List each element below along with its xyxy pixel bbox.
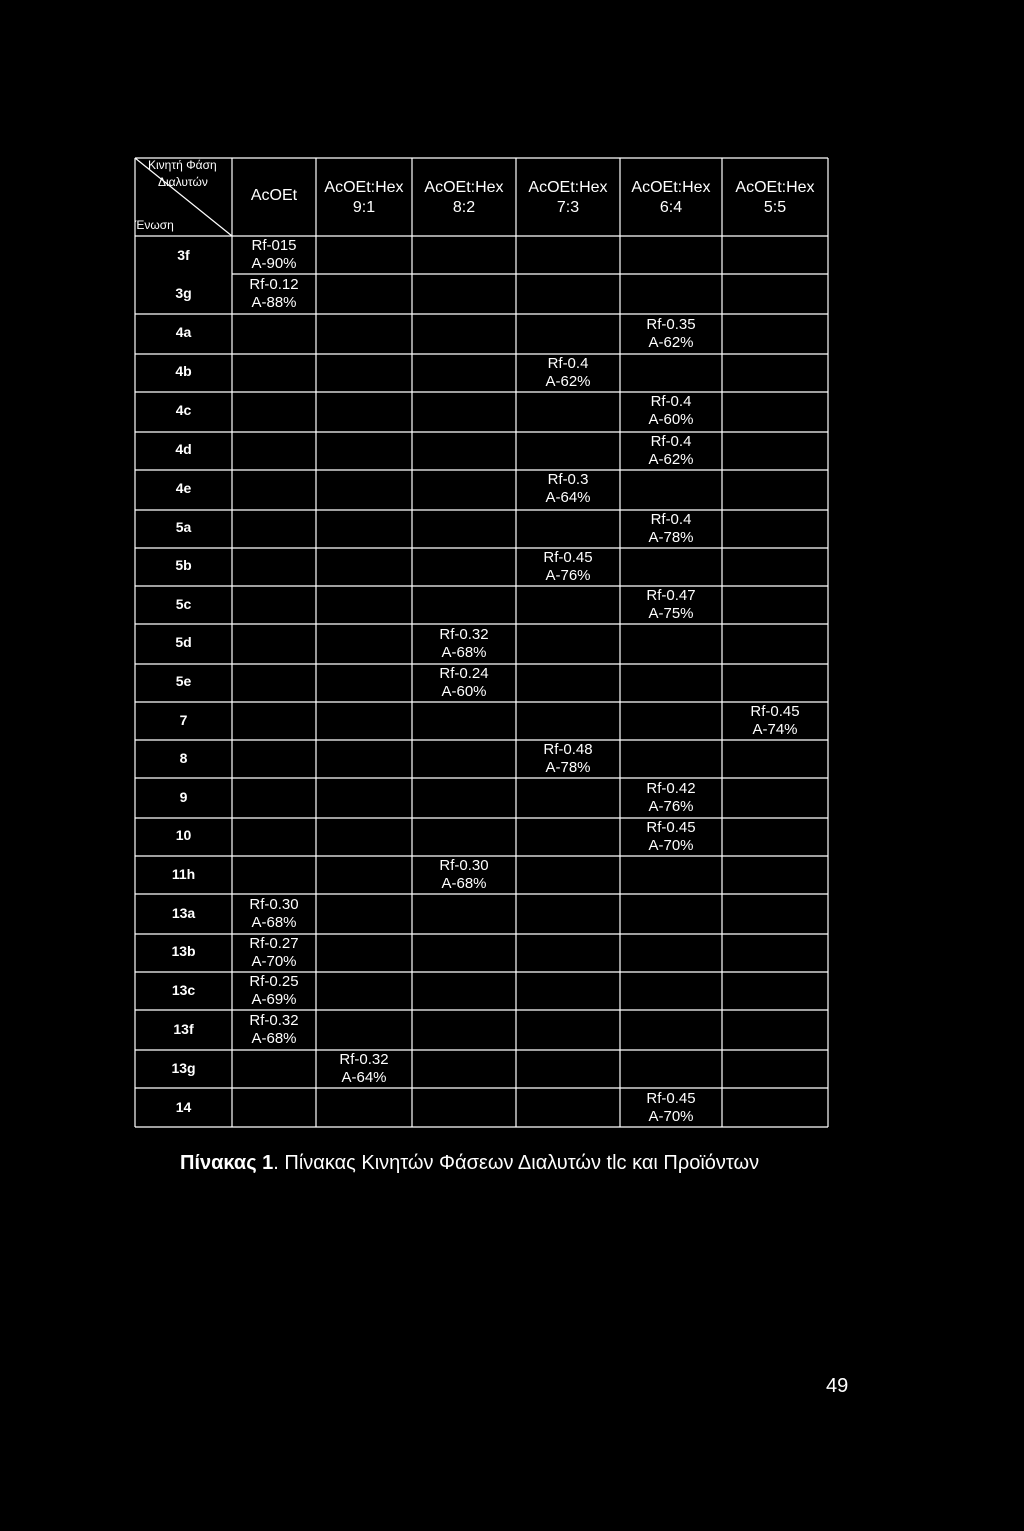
column-header-line1: AcOEt:Hex — [424, 179, 504, 196]
row-label: 9 — [179, 789, 188, 805]
row-label: 5d — [175, 634, 192, 650]
rf-value: Rf-015 — [251, 237, 297, 254]
rf-value: Rf-0.30 — [249, 896, 299, 913]
yield-value: A-68% — [251, 1030, 297, 1047]
column-header-line1: AcOEt:Hex — [324, 179, 404, 196]
column-header-acoet — [232, 186, 316, 206]
yield-value: A-69% — [251, 991, 297, 1008]
caption-label: Πίνακας 1 — [180, 1152, 274, 1174]
row-label: 13a — [171, 905, 196, 921]
column-header-line2: 9:1 — [352, 199, 376, 216]
yield-value: A-74% — [752, 721, 798, 738]
rf-value: Rf-0.45 — [750, 703, 800, 720]
corner-compound-label: Ένωση — [135, 218, 174, 232]
corner-mobile-phase-label: Κινητή Φάση — [148, 158, 217, 172]
table-cell — [620, 1090, 722, 1126]
row-label: 14 — [175, 1099, 192, 1115]
rf-value: Rf-0.30 — [439, 857, 489, 874]
row-label: 3g — [175, 285, 192, 301]
rf-value: Rf-0.12 — [249, 276, 299, 293]
row-label: 13b — [171, 943, 196, 959]
row-label: 10 — [175, 827, 192, 843]
rf-value: Rf-0.27 — [249, 935, 299, 952]
table-cell — [232, 896, 316, 932]
rf-value: Rf-0.32 — [249, 1012, 299, 1029]
caption-text: . Πίνακας Κινητών Φάσεων Διαλυτών tlc και Προϊόντων — [273, 1152, 760, 1174]
table-cell — [232, 973, 316, 1009]
table-cell — [722, 703, 828, 739]
column-header-9-1 — [316, 178, 412, 218]
row-label: 4b — [175, 363, 192, 379]
rf-value: Rf-0.35 — [646, 316, 696, 333]
row-label: 3f — [177, 247, 190, 263]
table-cell — [620, 316, 722, 352]
rf-value: Rf-0.42 — [646, 780, 696, 797]
yield-value: A-68% — [251, 914, 297, 931]
table-cell — [620, 511, 722, 547]
column-header-8-2 — [412, 178, 516, 218]
rf-value: Rf-0.24 — [439, 665, 489, 682]
table-cell — [620, 393, 722, 429]
yield-value: A-70% — [648, 837, 694, 854]
table-cell — [412, 857, 516, 893]
rf-value: Rf-0.45 — [646, 819, 696, 836]
row-label: 7 — [179, 712, 188, 728]
rf-value: Rf-0.32 — [339, 1051, 389, 1068]
column-header-line1: AcOEt:Hex — [528, 179, 608, 196]
row-label: 5e — [175, 673, 192, 689]
table-cell — [232, 276, 316, 312]
row-label: 4a — [175, 324, 192, 340]
row-label: 11h — [171, 866, 196, 882]
yield-value: A-60% — [441, 683, 487, 700]
column-header-line2: 5:5 — [763, 199, 787, 216]
row-label: 4e — [175, 480, 192, 496]
rf-value: Rf-0.4 — [650, 511, 692, 528]
yield-value: A-70% — [648, 1108, 694, 1125]
column-header-7-3 — [516, 178, 620, 218]
yield-value: A-62% — [648, 451, 694, 468]
rf-value: Rf-0.47 — [646, 587, 696, 604]
row-label: 4d — [175, 441, 192, 457]
rf-value: Rf-0.45 — [543, 549, 593, 566]
row-label: 4c — [175, 402, 192, 418]
row-label: 5c — [175, 596, 192, 612]
table-cell — [232, 237, 316, 273]
table-cell — [620, 587, 722, 623]
table-caption — [180, 1150, 759, 1176]
rf-value: Rf-0.48 — [543, 741, 593, 758]
yield-value: A-78% — [545, 759, 591, 776]
row-label: 13c — [171, 982, 196, 998]
table-cell — [516, 355, 620, 391]
yield-value: A-70% — [251, 953, 297, 970]
column-header-line2: 8:2 — [452, 199, 476, 216]
page-number: 49 — [826, 1375, 849, 1397]
row-label: 5b — [175, 557, 192, 573]
row-label: 13g — [171, 1060, 196, 1076]
column-header-line2: 7:3 — [556, 199, 580, 216]
yield-value: A-64% — [341, 1069, 387, 1086]
column-header-6-4 — [620, 178, 722, 218]
yield-value: A-68% — [441, 875, 487, 892]
yield-value: A-62% — [545, 373, 591, 390]
table-cell — [316, 1051, 412, 1087]
rf-value: Rf-0.32 — [439, 626, 489, 643]
column-header-5-5 — [722, 178, 828, 218]
yield-value: A-62% — [648, 334, 694, 351]
yield-value: A-68% — [441, 644, 487, 661]
table-cell — [620, 433, 722, 469]
rf-value: Rf-0.4 — [650, 433, 692, 450]
corner-solvents-label: Διαλυτών — [158, 175, 208, 189]
yield-value: A-64% — [545, 489, 591, 506]
column-header-line1: AcOEt:Hex — [735, 179, 815, 196]
table-cell — [516, 741, 620, 777]
table-cell — [620, 780, 722, 816]
yield-value: A-76% — [545, 567, 591, 584]
yield-value: A-60% — [648, 411, 694, 428]
rf-value: Rf-0.25 — [249, 973, 299, 990]
table-cell — [516, 549, 620, 585]
yield-value: A-76% — [648, 798, 694, 815]
column-header-line1: AcOEt — [250, 187, 298, 204]
table-cell — [412, 626, 516, 662]
row-label: 8 — [179, 750, 188, 766]
yield-value: A-88% — [251, 294, 297, 311]
row-label: 5a — [175, 519, 192, 535]
rf-value: Rf-0.4 — [650, 393, 692, 410]
row-label: 13f — [173, 1021, 194, 1037]
column-header-line1: AcOEt:Hex — [631, 179, 711, 196]
table-cell — [232, 1012, 316, 1048]
table-cell — [412, 665, 516, 701]
yield-value: A-78% — [648, 529, 694, 546]
rf-value: Rf-0.45 — [646, 1090, 696, 1107]
table-cell — [232, 935, 316, 971]
yield-value: A-90% — [251, 255, 297, 272]
table-cell — [516, 471, 620, 507]
rf-value: Rf-0.3 — [547, 471, 589, 488]
column-header-line2: 6:4 — [659, 199, 683, 216]
table-cell — [620, 819, 722, 855]
yield-value: A-75% — [648, 605, 694, 622]
rf-value: Rf-0.4 — [547, 355, 589, 372]
